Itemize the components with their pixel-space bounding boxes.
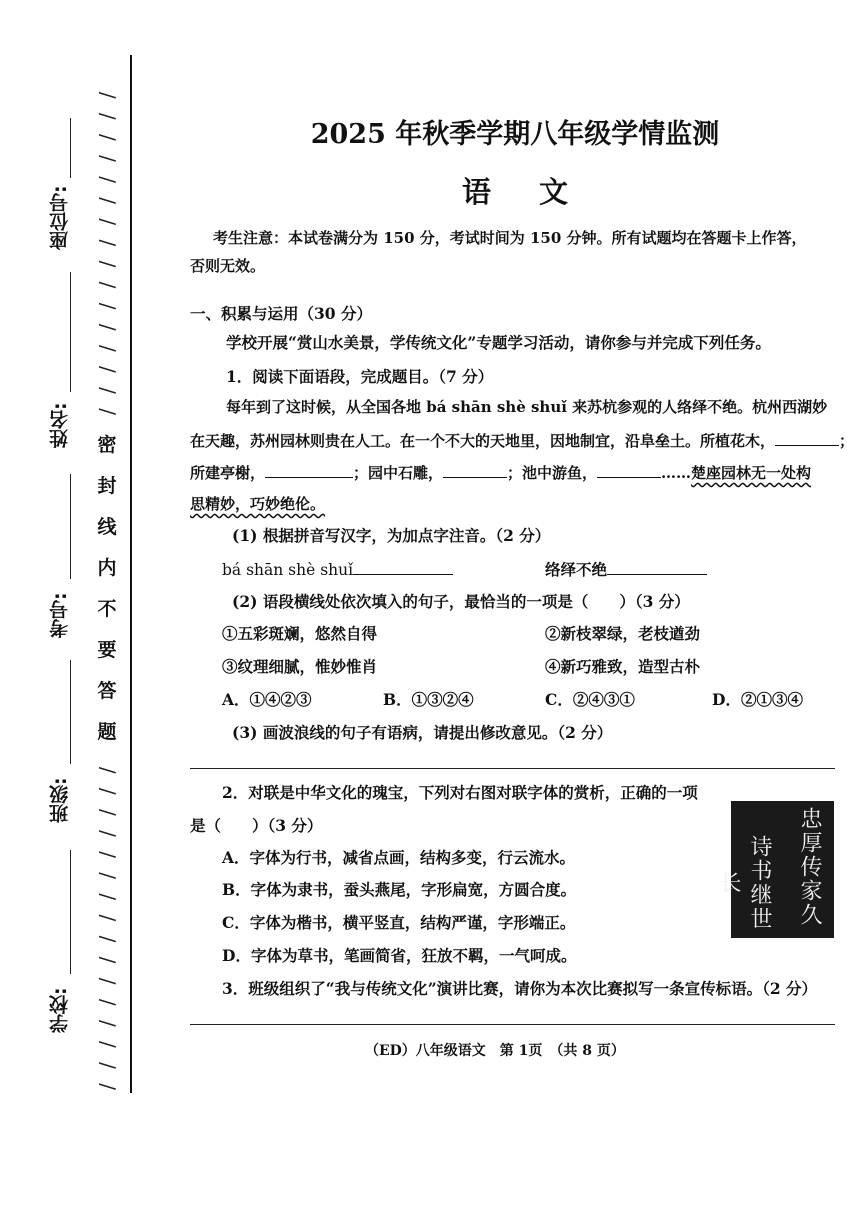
exam-number-line — [70, 474, 71, 579]
q1-choice-a[interactable]: A．①④②③ — [222, 690, 312, 709]
q1-sub3: (3) 画波浪线的句子有语病，请提出修改意见。（2 分） — [232, 723, 613, 742]
seal-warning-char: 线 — [97, 516, 117, 538]
q1-passage-line-1: 每年到了这时候，从全国各地 bá shān shè shuǐ 来苏杭参观的人络绎不绝。杭州西湖妙 — [226, 398, 828, 416]
q1-choice-d[interactable]: D．②①③④ — [712, 690, 803, 709]
subject-title: 语文 — [461, 175, 616, 209]
q2-option-d[interactable]: D．字体为草书，笔画简省，狂放不羁，一气呵成。 — [222, 946, 577, 965]
q1-sub1-word-row — [545, 560, 707, 580]
q3-stem: 3．班级组织了“我与传统文化”演讲比赛，请你为本次比赛拟写一条宣传标语。（2 分） — [222, 979, 818, 998]
passage-text: 所建亭榭， — [190, 464, 266, 482]
q1-option-4: ④新巧雅致，造型古朴 — [545, 657, 701, 676]
notice-line-1: 考生注意：本试卷满分为 150 分，考试时间为 150 分钟。所有试题均在答题卡上作答， — [213, 229, 807, 247]
q1-stem: 1．阅读下面语段，完成题目。（7 分） — [226, 367, 494, 386]
q1-choice-b[interactable]: B．①③②④ — [383, 690, 474, 709]
school-label: 学校: — [49, 987, 71, 1033]
wavy-underlined-sentence: 思精妙，巧妙绝伦。 — [190, 495, 326, 513]
q2-option-b[interactable]: B．字体为隶书，蚕头燕尾，字形扁宽，方圆合度。 — [222, 880, 577, 899]
q1-option-3: ③纹理细腻，惟妙惟肖 — [222, 657, 378, 676]
answer-blank[interactable] — [775, 431, 839, 446]
page-footer: （ED）八年级语文 第 1页 （共 8 页） — [365, 1043, 625, 1059]
exam-title: 2025 年秋季学期八年级学情监测 — [310, 119, 720, 150]
couplet-calligraphy-image — [716, 801, 834, 938]
passage-text: …… — [661, 464, 692, 482]
answer-blank[interactable] — [597, 463, 661, 478]
school-line — [70, 850, 71, 974]
class-line — [70, 660, 71, 764]
couplet-left-line: 诗书继世长 — [716, 834, 772, 931]
passage-text: ；园中石雕， — [353, 464, 444, 482]
cut-line-slashes-bottom: / / / / / / / / / / / / / / / / — [95, 762, 119, 1090]
cut-line-slashes-top: / / / / / / / / / / / / / / / / — [95, 87, 119, 415]
name-label: 姓名: — [49, 402, 71, 448]
class-label: 班级: — [49, 777, 71, 823]
binding-rule — [130, 55, 132, 1093]
q1-option-1: ①五彩斑斓，悠然自得 — [222, 624, 378, 643]
seal-warning-char: 答 — [97, 680, 117, 702]
seal-warning — [94, 425, 120, 753]
pinyin-text: bá shān shè shuǐ — [222, 561, 354, 579]
q2-stem-line-1: 2．对联是中华文化的瑰宝，下列对右图对联字体的赏析，正确的一项 — [222, 783, 698, 802]
seal-warning-char: 不 — [97, 598, 117, 620]
divider-1 — [190, 768, 835, 769]
notice-line-2: 否则无效。 — [190, 257, 266, 275]
answer-blank[interactable] — [443, 463, 507, 478]
q1-passage-line-3 — [190, 463, 811, 483]
q1-choice-c[interactable]: C．②④③① — [545, 690, 635, 709]
answer-blank[interactable] — [607, 560, 707, 575]
passage-text: ；池中游鱼， — [507, 464, 598, 482]
q1-option-2: ②新枝翠绿，老枝遒劲 — [545, 624, 701, 643]
seal-warning-char: 内 — [97, 557, 117, 579]
passage-text: ； — [839, 432, 855, 450]
seal-warning-char: 题 — [97, 721, 117, 743]
wavy-underlined-sentence: 楚座园林无一处构 — [691, 464, 812, 482]
q2-stem-line-2: 是（ ）（3 分） — [190, 816, 323, 835]
q1-sub1-pinyin-row — [222, 560, 453, 580]
seat-number-line — [70, 118, 71, 178]
q1-sub2: (2) 语段横线处依次填入的句子，最恰当的一项是（ ）（3 分） — [232, 592, 690, 611]
divider-2 — [190, 1024, 835, 1025]
section-heading: 一、积累与运用（30 分） — [190, 304, 372, 323]
seal-warning-char: 封 — [97, 475, 117, 497]
passage-text: 在天趣，苏州园林则贵在人工。在一个不大的天地里，因地制宜，沿阜垒土。所植花木， — [190, 432, 776, 450]
q1-passage-line-2 — [190, 431, 854, 451]
section-intro: 学校开展“赏山水美景，学传统文化”专题学习活动，请你参与并完成下列任务。 — [226, 333, 771, 352]
q2-option-a[interactable]: A．字体为行书，减省点画，结构多变，行云流水。 — [222, 848, 576, 867]
q2-option-c[interactable]: C．字体为楷书，横平竖直，结构严谨，字形端正。 — [222, 913, 576, 932]
exam-number-label: 考号: — [49, 592, 71, 638]
seal-warning-char: 密 — [97, 434, 117, 456]
name-line — [70, 272, 71, 392]
seat-number-label: 座位号: — [49, 185, 71, 250]
seal-warning-char: 要 — [97, 639, 117, 661]
couplet-right-line: 忠厚传家久 — [797, 807, 822, 927]
answer-blank[interactable] — [265, 463, 353, 478]
answer-blank[interactable] — [353, 560, 453, 575]
word-text: 络绎不绝 — [545, 560, 608, 579]
q1-sub1: (1) 根据拼音写汉字，为加点字注音。（2 分） — [232, 526, 551, 545]
q1-passage-line-4 — [190, 494, 325, 514]
